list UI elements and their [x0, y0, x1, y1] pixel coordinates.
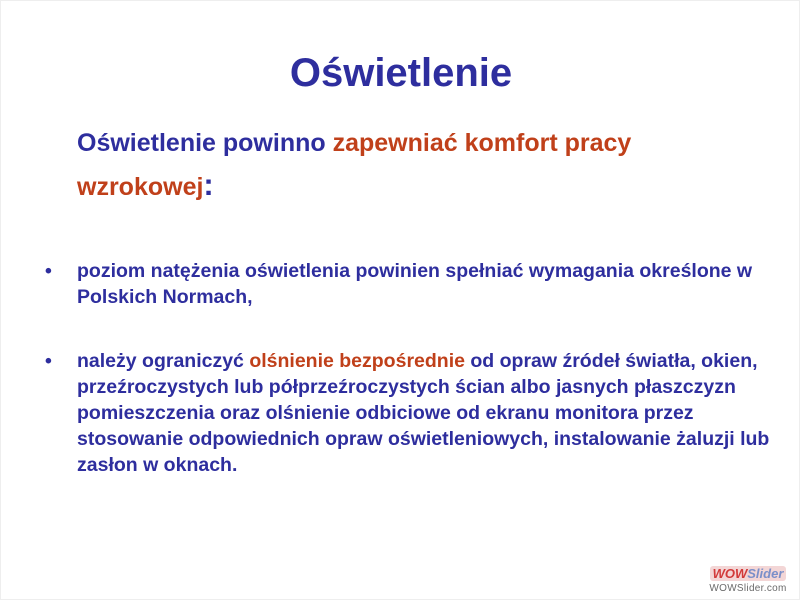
bullet-marker: •: [45, 260, 52, 282]
wowslider-url: WOWSlider.com: [709, 583, 787, 594]
slide-title: Oświetlenie: [289, 51, 513, 95]
bullet-highlight: olśnienie bezpośrednie: [249, 350, 465, 372]
wowslider-logo: [710, 566, 787, 581]
bullet-item-glare: [41, 348, 771, 478]
wowslider-logo-slider: Slider: [747, 566, 784, 581]
bullet-item-illuminance: [41, 258, 771, 310]
lead-highlight: zapewniać komfort pracy wzrokowej: [77, 129, 632, 201]
bullet-text-after: od opraw źródeł światła, okien, przeźroczystych lub półprzeźroczystych ścian albo jasnych płaszczyzn pomieszczenia oraz olśnienie odbiciowe od ekranu monitora przez stosowanie odpowiednich opraw oświetleniowych, instalowanie żaluzji lub zasłon w oknach.: [77, 350, 770, 476]
lead-colon: :: [203, 167, 214, 202]
wowslider-logo-wow: WOW: [712, 566, 748, 581]
lead-text: Oświetlenie powinno: [77, 129, 333, 157]
wowslider-watermark: [705, 565, 791, 595]
lead-sentence: [77, 123, 717, 208]
bullet-list: [41, 258, 771, 478]
bullet-text-before: należy ograniczyć: [77, 350, 250, 372]
bullet-marker: •: [45, 350, 52, 372]
bullet-text: poziom natężenia oświetlenia powinien spełniać wymagania określone w Polskich Normach,: [77, 260, 753, 308]
